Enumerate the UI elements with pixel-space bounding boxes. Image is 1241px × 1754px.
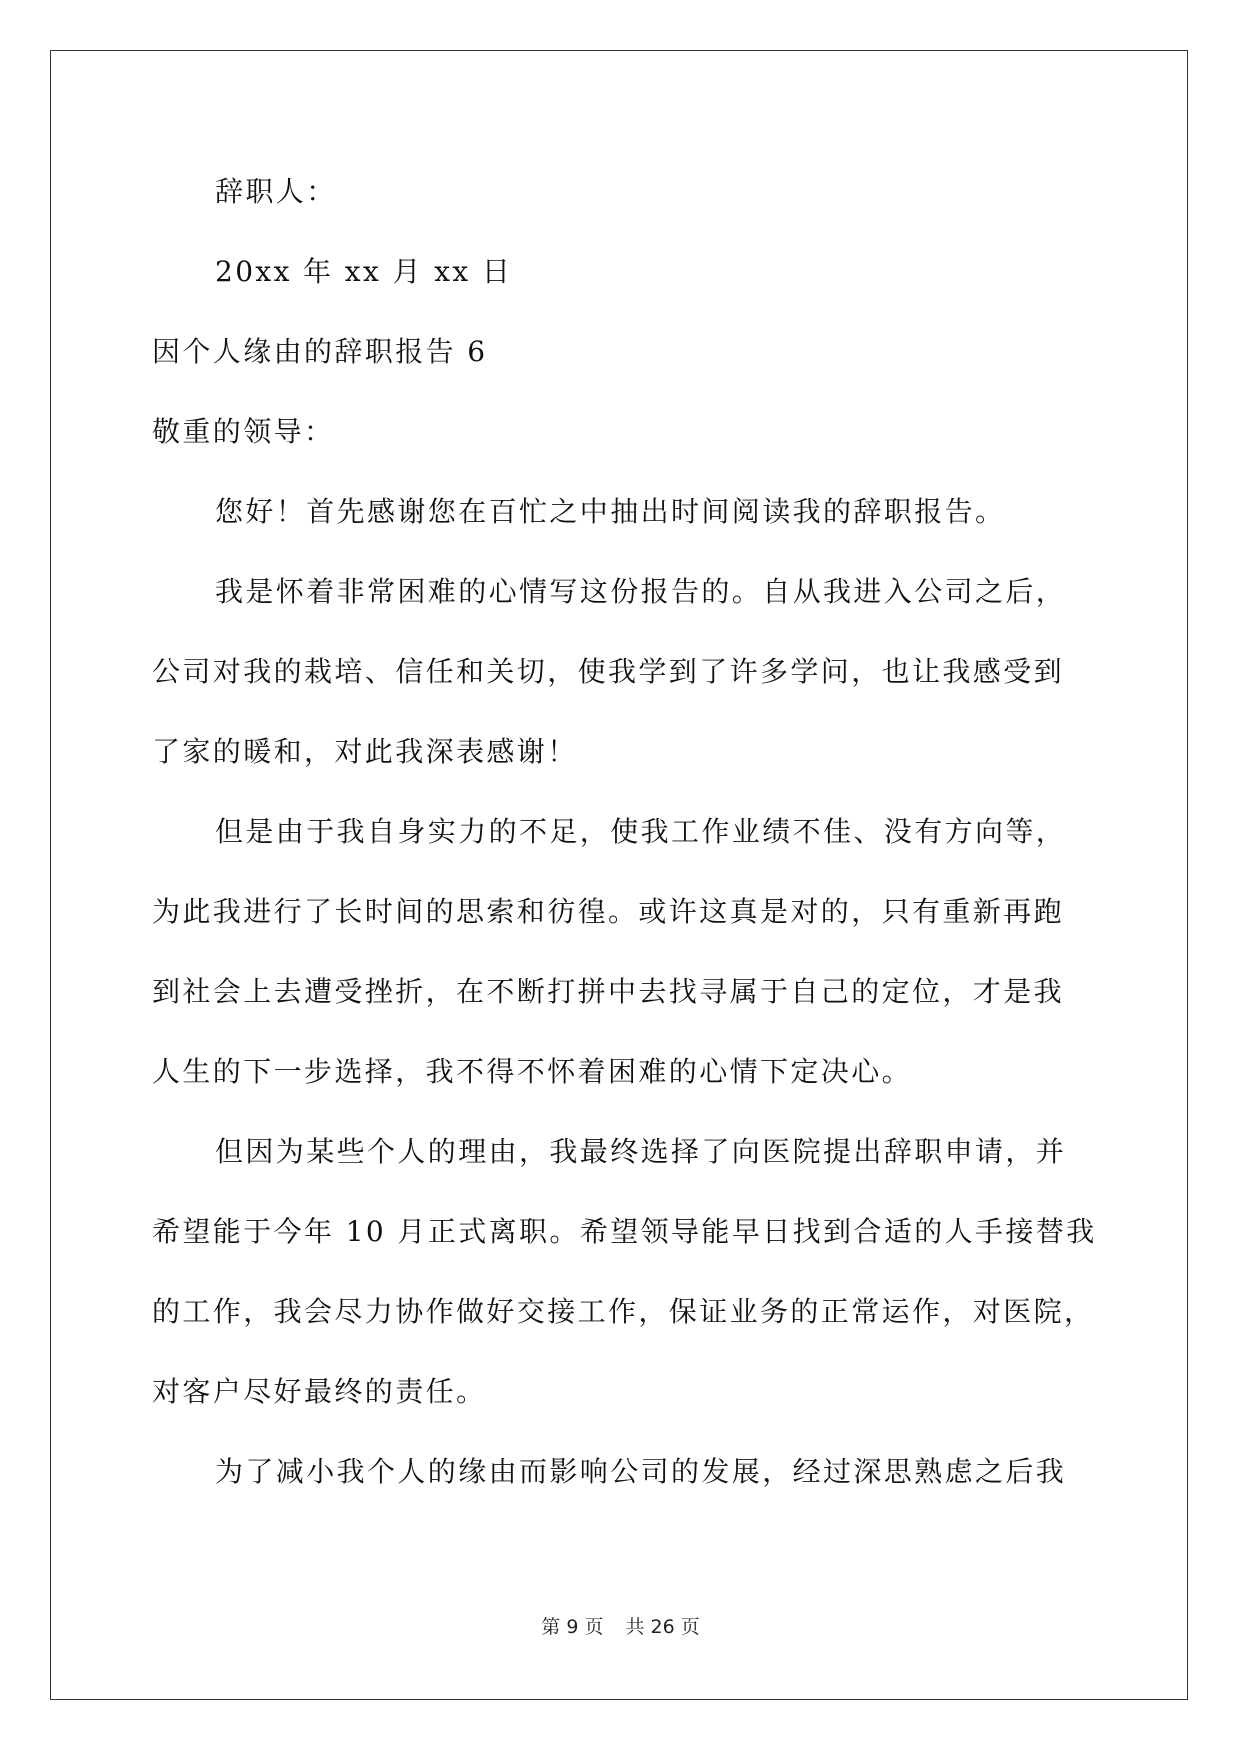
- paragraph-line: 但是由于我自身实力的不足，使我工作业绩不佳、没有方向等，: [215, 815, 1067, 848]
- paragraph-line: 您好！首先感谢您在百忙之中抽出时间阅读我的辞职报告。: [215, 495, 1006, 528]
- paragraph-line: 为此我进行了长时间的思索和彷徨。或许这真是对的，只有重新再跑: [152, 895, 1065, 928]
- paragraph-line: 人生的下一步选择，我不得不怀着困难的心情下定决心。: [152, 1055, 913, 1088]
- paragraph-line: 对客户尽好最终的责任。: [152, 1375, 487, 1408]
- salutation: 敬重的领导：: [152, 415, 335, 448]
- paragraph-line: 到社会上去遭受挫折，在不断打拼中去找寻属于自己的定位，才是我: [152, 975, 1065, 1008]
- date-line: 20xx 年 xx 月 xx 日: [215, 255, 513, 288]
- paragraph-line: 公司对我的栽培、信任和关切，使我学到了许多学问，也让我感受到: [152, 655, 1065, 688]
- signer-line: 辞职人：: [215, 175, 337, 208]
- paragraph-line: 但因为某些个人的理由，我最终选择了向医院提出辞职申请，并: [215, 1135, 1067, 1168]
- paragraph-line: 我是怀着非常困难的心情写这份报告的。自从我进入公司之后，: [215, 575, 1067, 608]
- page-footer: [0, 1612, 1241, 1639]
- paragraph-line: 的工作，我会尽力协作做好交接工作，保证业务的正常运作，对医院，: [152, 1295, 1095, 1328]
- section-title: 因个人缘由的辞职报告 6: [152, 335, 488, 368]
- page-number: 第 9 页: [541, 1616, 604, 1638]
- paragraph-line: 希望能于今年 10 月正式离职。希望领导能早日找到合适的人手接替我: [152, 1215, 1097, 1248]
- paragraph-line: 了家的暖和，对此我深表感谢！: [152, 735, 578, 768]
- paragraph-line: 为了减小我个人的缘由而影响公司的发展，经过深思熟虑之后我: [215, 1455, 1067, 1488]
- page-total: 共 26 页: [625, 1616, 700, 1638]
